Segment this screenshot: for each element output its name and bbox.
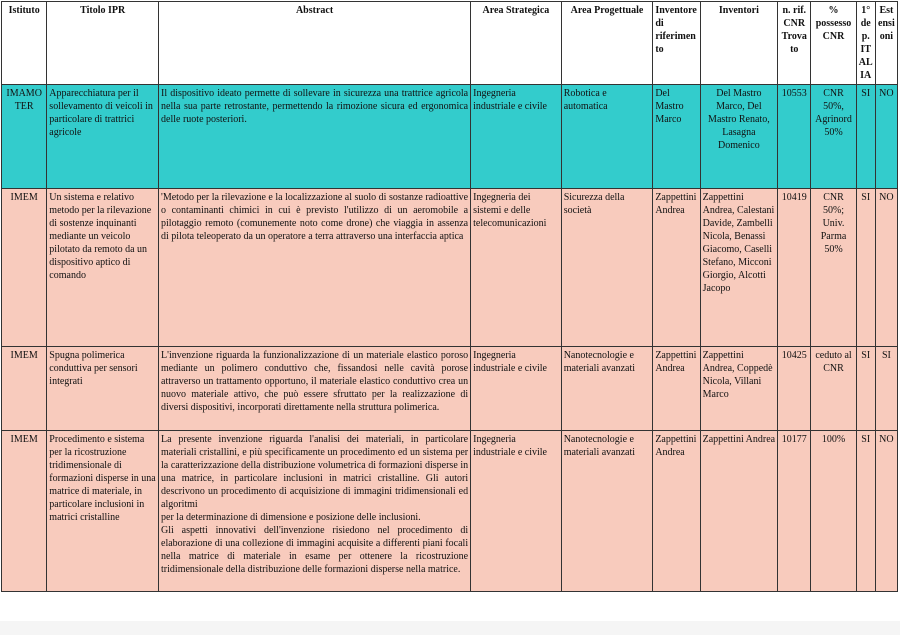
cell-istituto: IMEM (2, 431, 47, 592)
header-titolo: Titolo IPR (47, 2, 159, 85)
cell-inventore-riferimento: Zappettini Andrea (653, 347, 700, 431)
cell-area-strategica: Ingegneria industriale e civile (471, 85, 562, 189)
header-prima-italia: 1° de p. IT AL IA (856, 2, 875, 85)
header-nrif: n. rif. CNR Trovato (778, 2, 811, 85)
cell-area-progettuale: Sicurezza della società (561, 189, 653, 347)
cell-titolo: Apparecchiatura per il sollevamento di veicoli in particolare di trattrici agricole (47, 85, 159, 189)
cell-area-progettuale: Robotica e automatica (561, 85, 653, 189)
cell-inventori: Del Mastro Marco, Del Mastro Renato, Lasagna Domenico (700, 85, 778, 189)
cell-istituto: IMAMOTER (2, 85, 47, 189)
cell-nrif: 10177 (778, 431, 811, 592)
cell-possesso: CNR 50%, Agrinord 50% (811, 85, 856, 189)
cell-possesso: CNR 50%; Univ. Parma 50% (811, 189, 856, 347)
cell-inventori: Zappettini Andrea (700, 431, 778, 592)
cell-abstract: 'Metodo per la rilevazione e la localizzazione al suolo di sostanze radioattive o contaminanti chimici in cui è previsto l'utilizzo di un aeromobile a pilotaggio remoto (comunemente noto come drone) che viaggia in assenza di pilota teleoperato da un operatore a terra attraverso una interfaccia aptica (159, 189, 471, 347)
cell-istituto: IMEM (2, 347, 47, 431)
cell-inventore-riferimento: Zappettini Andrea (653, 431, 700, 592)
table-row (2, 347, 898, 431)
cell-estensioni: SI (875, 347, 897, 431)
cell-possesso: 100% (811, 431, 856, 592)
cell-abstract: La presente invenzione riguarda l'analisi dei materiali, in particolare materiali cristallini, e più specificamente un procedimento ed un sistema per la caratterizzazione della distribuzione volumetrica di formazioni disperse in una matrice, in particolare inclusioni in matrici cristalline. Gli autori descrivono un procedimento di acquisizione di immagini tridimensionali ed algoritmi per la determinazione di dimensione e posizione delle inclusioni. Gli aspetti innovativi dell'invenzione risiedono nel procedimento di elaborazione di una collezione di immagini acquisite a differenti piani focali nella matrice di materiale in esame per ottenere la ricostruzione tridimensionale della distribuzione delle formazioni disperse nella matrice. (159, 431, 471, 592)
cell-estensioni: NO (875, 85, 897, 189)
cell-inventori: Zappettini Andrea, Calestani Davide, Zambelli Nicola, Benassi Giacomo, Caselli Stefano, Micconi Giorgio, Alcotti Jacopo (700, 189, 778, 347)
cell-prima-italia: SI (856, 431, 875, 592)
ipr-table (1, 1, 898, 592)
cell-titolo: Spugna polimerica conduttiva per sensori integrati (47, 347, 159, 431)
cell-nrif: 10425 (778, 347, 811, 431)
cell-abstract: Il dispositivo ideato permette di sollevare in sicurezza una trattrice agricola nella sua parte retrostante, permettendo la rimozione sicura ed ergonomica delle ruote posteriori. (159, 85, 471, 189)
cell-prima-italia: SI (856, 85, 875, 189)
cell-estensioni: NO (875, 189, 897, 347)
cell-nrif: 10419 (778, 189, 811, 347)
cell-possesso: ceduto al CNR (811, 347, 856, 431)
cell-area-progettuale: Nanotecnologie e materiali avanzati (561, 347, 653, 431)
cell-area-strategica: Ingegneria dei sistemi e delle telecomunicazioni (471, 189, 562, 347)
header-inventore-riferimento: Inventore di riferimento (653, 2, 700, 85)
cell-prima-italia: SI (856, 189, 875, 347)
page-bottom-strip (0, 621, 900, 635)
header-inventori: Inventori (700, 2, 778, 85)
cell-inventore-riferimento: Del Mastro Marco (653, 85, 700, 189)
table-row (2, 431, 898, 592)
table-row (2, 85, 898, 189)
cell-nrif: 10553 (778, 85, 811, 189)
cell-titolo: Un sistema e relativo metodo per la rilevazione di sostenze inquinanti mediante un veicolo pilotato da remoto da un dispositivo aptico di comando (47, 189, 159, 347)
cell-area-strategica: Ingegneria industriale e civile (471, 431, 562, 592)
header-istituto: Istituto (2, 2, 47, 85)
cell-estensioni: NO (875, 431, 897, 592)
header-area-progettuale: Area Progettuale (561, 2, 653, 85)
header-estensioni: Est ensi oni (875, 2, 897, 85)
cell-titolo: Procedimento e sistema per la ricostruzione tridimensionale di formazioni disperse in una matrice di materiale, in particolare inclusioni in matrici cristalline (47, 431, 159, 592)
cell-inventore-riferimento: Zappettini Andrea (653, 189, 700, 347)
table-row (2, 189, 898, 347)
cell-prima-italia: SI (856, 347, 875, 431)
header-area-strategica: Area Strategica (471, 2, 562, 85)
cell-inventori: Zappettini Andrea, Coppedè Nicola, Villani Marco (700, 347, 778, 431)
header-abstract: Abstract (159, 2, 471, 85)
cell-abstract: L'invenzione riguarda la funzionalizzazione di un materiale elastico poroso mediante un polimero conduttivo che, fissandosi nelle cavità porose attraverso un trattamento opportuno, il materiale elastico conduttivo crea un nuovo materiale attivo, che può essere sfruttato per la realizzazione di diversi dispositivi, incorporati direttamente nella struttura polimerica. (159, 347, 471, 431)
cell-area-strategica: Ingegneria industriale e civile (471, 347, 562, 431)
header-possesso: % possesso CNR (811, 2, 856, 85)
cell-area-progettuale: Nanotecnologie e materiali avanzati (561, 431, 653, 592)
header-row (2, 2, 898, 85)
cell-istituto: IMEM (2, 189, 47, 347)
